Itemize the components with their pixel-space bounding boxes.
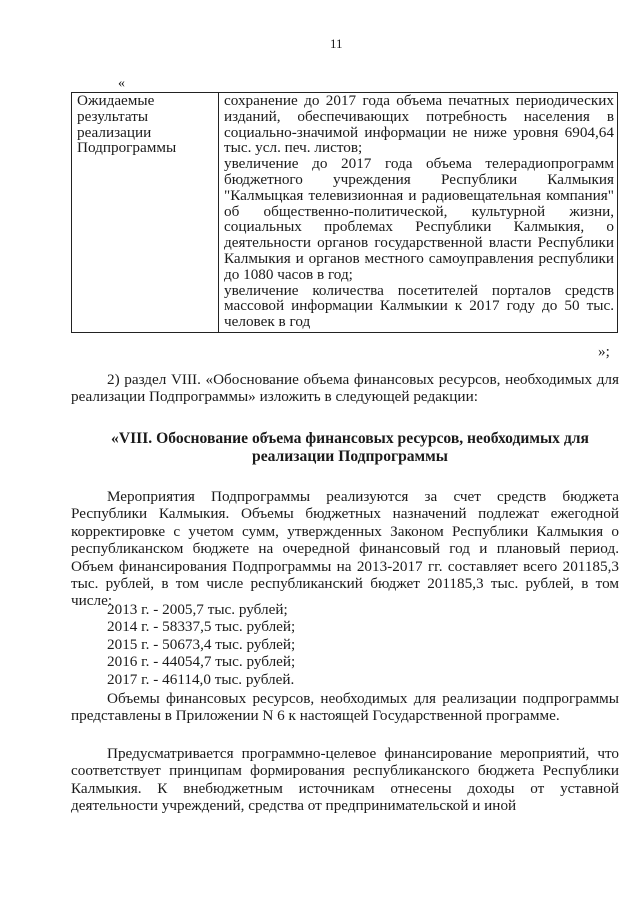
budget-by-year-list [107,601,295,688]
main-paragraph: Мероприятия Подпрограммы реализуются за счет средств бюджета Республики Калмыкия. Объемы бюджетных назначений подлежат ежегодной корректировке с учетом сумм, утвержденных Законом Республики Калмыкия о республиканском бюджете на очередной финансовый год и плановый период. Объем финансирования Подпрограммы на 2013-2017 гг. составляет всего 201185,3 тыс. рублей, в том числе республиканский бюджет 201185,3 тыс. рублей, в том числе: [71,488,619,610]
result-item-tv-radio-hours: увеличение до 2017 года объема телерадиопрограмм бюджетного учреждения Республики Калмыкия "Калмыцкая телевизионная и радиовещательная компания" об общественно-политической, культурной жизни, социальных проблемах Республики Калмыкия, о деятельности органов государственной власти Республики Калмыкия и органов местного самоуправления республики до 1080 часов в год; [224,155,614,283]
expected-results-table [71,92,618,333]
table-row [72,93,618,333]
results-items-cell [219,93,618,333]
financing-paragraph: Предусматривается программно-целевое финансирование мероприятий, что соответствует принципам формирования республиканского бюджета Республики Калмыкия. К внебюджетным источникам отнесены доходы от уставной деятельности учреждений, средства от предпринимательской и иной [71,745,619,815]
list-item: 2016 г. - 44054,7 тыс. рублей; [107,653,296,671]
list-item: 2014 г. - 58337,5 тыс. рублей; [107,618,296,636]
list-item: 2017 г. - 46114,0 тыс. рублей. [107,670,295,688]
closing-quote: »; [598,343,610,360]
result-item-print-volume: сохранение до 2017 года объема печатных периодических изданий, обеспечивающих потребность населения в социально-значимой информации не ниже уровня 6904,64 тыс. усл. печ. листов; [224,92,614,157]
page-number: 11 [330,36,343,51]
list-item: 2015 г. - 50673,4 тыс. рублей; [107,635,296,653]
opening-quote: « [118,76,125,91]
appendix-paragraph: Объемы финансовых ресурсов, необходимых для реализации подпрограммы представлены в Приложении N 6 к настоящей Государственной программе. [71,690,619,725]
results-label: Ожидаемые результаты реализации Подпрограммы [72,93,219,333]
intro-paragraph: 2) раздел VIII. «Обоснование объема финансовых ресурсов, необходимых для реализации Подпрограммы» изложить в следующей редакции: [71,371,619,406]
result-item-portal-visitors: увеличение количества посетителей порталов средств массовой информации Калмыкии к 2017 году до 50 тыс. человек в год [224,281,614,331]
section-title: «VIII. Обоснование объема финансовых ресурсов, необходимых для реализации Подпрограммы [111,430,589,465]
list-item: 2013 г. - 2005,7 тыс. рублей; [107,601,288,618]
